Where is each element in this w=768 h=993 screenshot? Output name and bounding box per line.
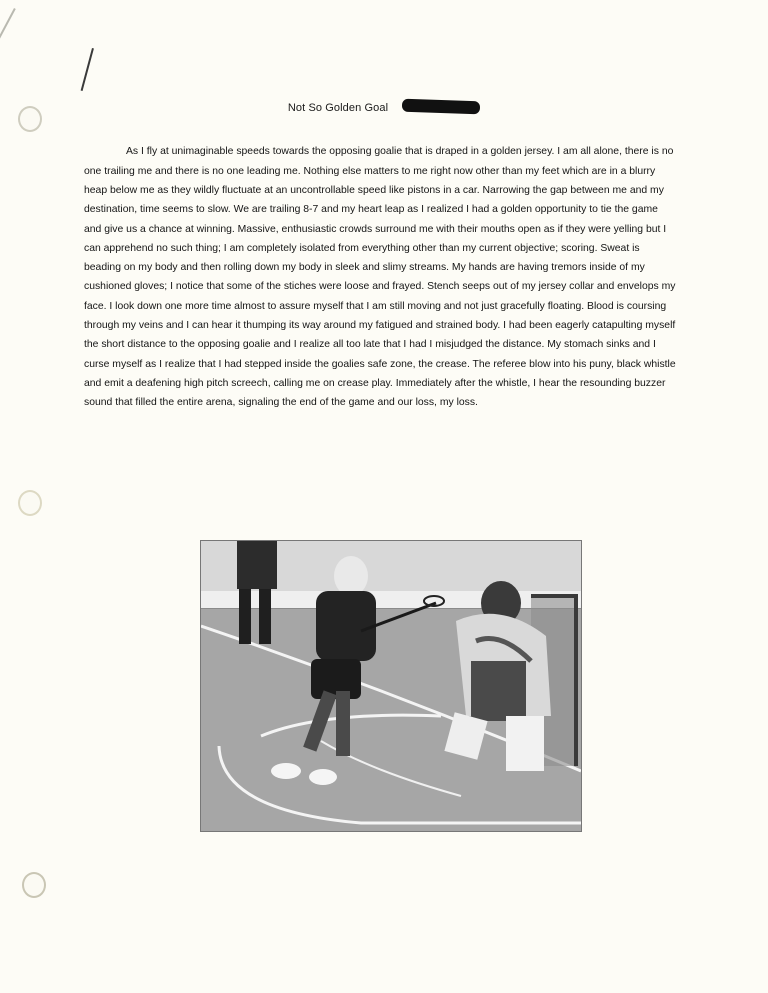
title-row (0, 100, 768, 114)
essay-paragraph: As I fly at unimaginable speeds towards the opposing goalie that is draped in a golden jersey. I am all alone, there is no one trailing me and there is no one leading me. Nothing else matters to me right now other than my feet which are in a blurry heap below me as they wildly fluctuate at an uncontrollable speed like pistons in a car. Narrowing the gap between me and my destination, time seems to slow. We are trailing 8-7 and my heart leap as I realized I had a golden opportunity to tie the game and give us a chance at winning. Massive, enthusiastic crowds surround me with their mouths open as if they were yelling but I can apprehend no such thing; I am completely isolated from everything other than my current objective; scoring. Sweat is beading on my body and then rolling down my body in sleek and slimy streams. My hands are having tremors inside of my cushioned gloves; I notice that some of the stiches were loose and frayed. Stench seeps out of my jersey collar and envelops my face. I look down one more time almost to assure myself that I am still moving and not just gracefully floating. Blood is coursing through my veins and I can hear it thumping its way around my fatigued and strained body. I had been eagerly catapulting myself the short distance to the opposing goalie and I realize all too late that I had I misjudged the distance. My stomach sinks and I curse myself as I realize that I had stepped inside the goalies safe zone, the crease. The referee blow into his puny, black whistle and emit a deafening high pitch screech, calling me on crease play. Immediately after the whistle, I hear the resounding buzzer sound that filled the entire arena, signaling the end of the game and our loss, my loss. (84, 146, 676, 409)
binder-hole-icon (18, 490, 42, 516)
lacrosse-photo (200, 540, 582, 832)
pen-slash-mark (0, 8, 16, 48)
document-title: Not So Golden Goal (287, 102, 389, 114)
pen-slash-mark (81, 48, 94, 91)
lacrosse-photo-illustration (201, 541, 581, 831)
redacted-name (402, 99, 480, 115)
binder-hole-icon (22, 872, 46, 898)
